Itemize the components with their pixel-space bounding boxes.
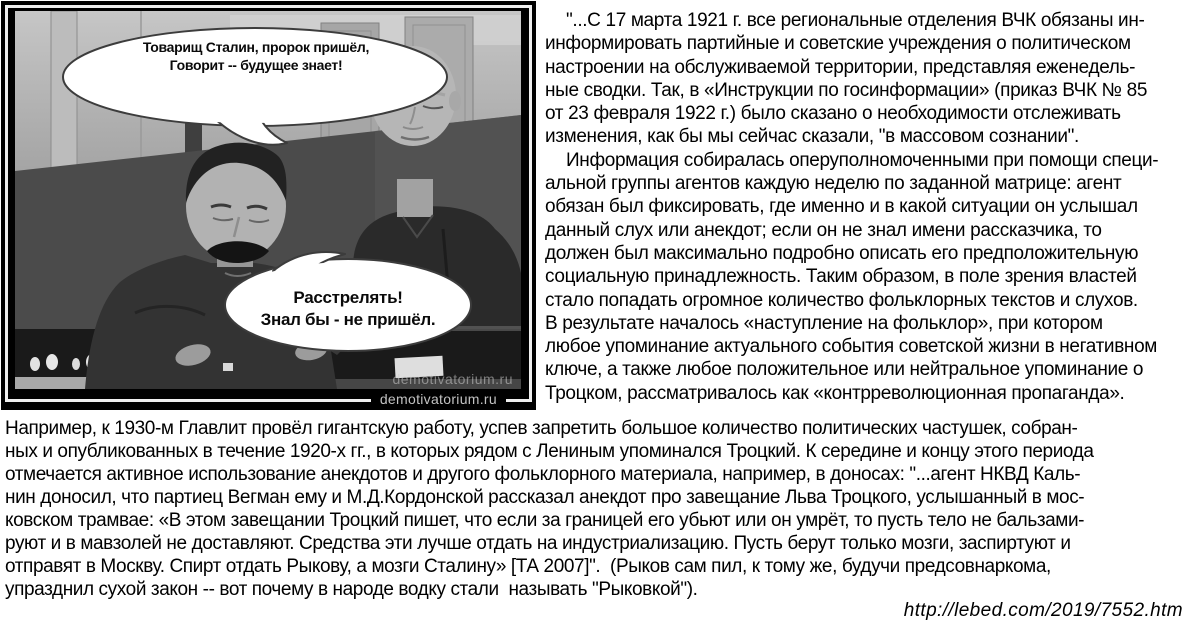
speech-bubble-bottom-text (228, 287, 468, 331)
text-line: ных и опубликованных в течение 1920-х гг., в которых рядом с Лениным упоминался Троцкий. К середине и концу этого периода (5, 441, 1094, 462)
text-line: от 23 февраля 1922 г.) было сказано о необходимости отслеживать (545, 103, 1121, 125)
text-line: ключе, а также любое положительное или нейтральное упоминание о (545, 359, 1144, 381)
speech-bubble-top-text (65, 38, 447, 74)
photo-watermark: demotivatorium.ru (392, 371, 513, 387)
text-line: обязан был фиксировать, где именно и в какой ситуации он услышал (545, 196, 1138, 218)
text-line: изменения, как бы мы сейчас сказали, "в массовом сознании". (545, 126, 1079, 148)
text-line: любое упоминание актуального события советской жизни в негативном (545, 336, 1158, 358)
bubble-line: Знал бы - не пришёл. (260, 310, 436, 329)
frame-watermark: demotivatorium.ru (371, 391, 506, 408)
text-line: данный слух или анекдот; если он не знал имени рассказчика, то (545, 219, 1102, 241)
text-line: Информация собиралась оперуполномоченными при помощи специ- (566, 149, 1159, 171)
text-line: нин доносил, что партиец Вегман ему и М.Д.Кордонской рассказал анекдот про завещание Льва Троцкого, услышанный в мос- (5, 487, 1085, 508)
source-url: http://lebed.com/2019/7552.htm (903, 600, 1183, 621)
stalin-photo (15, 11, 521, 389)
text-line: Троцком, рассматривалось как «контрреволюционная пропаганда». (545, 382, 1125, 404)
text-line: социальную принадлежность. Таким образом, в поле зрения властей (545, 266, 1137, 288)
text-line: Например, к 1930-м Главлит провёл гигантскую работу, успев запретить большое количество политических частушек, собран- (5, 418, 1078, 439)
text-line: упразднил сухой закон -- вот почему в народе водку стали называть "Рыковкой"). (5, 579, 698, 600)
text-line: должен был максимально подробно описать его предположительную (545, 242, 1139, 264)
text-line: стало попадать огромное количество фольклорных текстов и слухов. (545, 289, 1138, 311)
bubble-line: Говорит -- будущее знает! (169, 57, 343, 73)
text-line: В результате началось «наступление на фольклор», при котором (545, 312, 1103, 334)
article-right-column (545, 9, 1191, 405)
text-line: ные сводки. Так, в «Инструкции по госинформации» (приказ ВЧК № 85 (545, 79, 1148, 101)
article-bottom-block (5, 417, 1191, 601)
text-line: "...С 17 марта 1921 г. все региональные отделения ВЧК обязаны ин- (566, 10, 1145, 31)
text-line: руют и в мавзолей не доставляют. Средства эти лучше отдать на индустриализацию. Пусть берут только мозги, заспиртуют и (5, 533, 1071, 554)
text-line: информировать партийные и советские учреждения о политическом (545, 33, 1131, 55)
bubble-line: Расстрелять! (293, 288, 403, 307)
text-line: отправят в Москву. Спирт отдать Рыкову, а мозги Сталину» [ТА 2007]". (Рыков сам пил, к тому же, будучи предсовнаркома, (5, 556, 1051, 577)
text-line: отмечается активное использование анекдотов и другого фольклорного материала, например, в доносах: "...агент НКВД Каль- (5, 464, 1081, 485)
text-line: ковском трамвае: «В этом завещании Троцкий пишет, что если за границей его убьют или он умрёт, то пусть тело не бальзами- (5, 510, 1085, 531)
bubble-line: Товарищ Сталин, пророк пришёл, (142, 39, 370, 55)
text-line: альной группы агентов каждую неделю по заданной матрице: агент (545, 173, 1122, 195)
text-line: настроении на обслуживаемой территории, представляя еженедель- (545, 56, 1136, 78)
demotivator-image (1, 1, 536, 410)
